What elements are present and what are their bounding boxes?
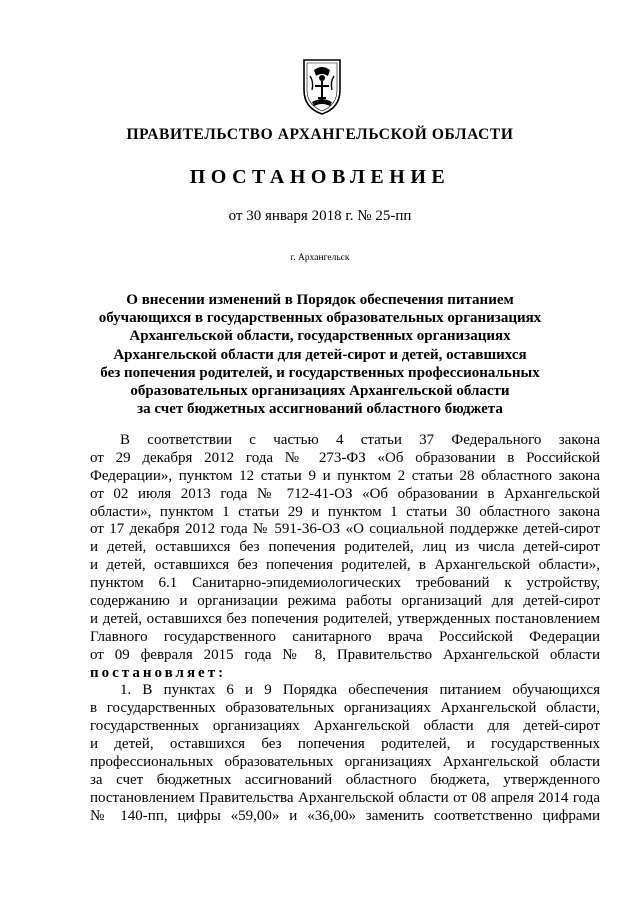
resolves-word: постановляет (90, 664, 219, 681)
preamble-line: области», пунктом 1 статьи 29 и пунктом 1 статьи 30 областного закона (90, 503, 600, 520)
preamble-line: содержанию и организации режима работы организаций для детей-сирот (90, 593, 600, 610)
resolves-colon: : (218, 664, 224, 681)
item-line: № 140-пп, цифры «59,00» и «36,00» заменить соответственно цифрами (90, 807, 600, 824)
preamble-line: пунктом 6.1 Санитарно-эпидемиологических требований к устройству, (90, 575, 600, 592)
document-date-number: от 30 января 2018 г. № 25-пп (228, 208, 412, 224)
title-line: обучающихся в государственных образовательных организациях (98, 310, 542, 327)
preamble-line: от 02 июля 2013 года № 712-41-ОЗ «Об образовании в Архангельской (90, 485, 600, 502)
preamble-line: и детей, оставшихся без попечения родителей, в Архангельской области», (90, 557, 600, 574)
title-line: Архангельской области, государственных организациях (129, 328, 511, 345)
item-line: и детей, оставшихся без попечения родителей, и государственных (90, 736, 600, 753)
document-city: г. Архангельск (290, 253, 350, 263)
title-line: Архангельской области для детей-сирот и детей, оставшихся (113, 346, 527, 363)
item-line: постановлением Правительства Архангельской области от 08 апреля 2014 года (90, 789, 600, 806)
resolves-line (90, 665, 600, 683)
coat-of-arms-icon (300, 56, 344, 116)
item-line: государственных организациях Архангельской области для детей-сирот (90, 718, 600, 735)
preamble-line: Главного государственного санитарного врача Российской Федерации (90, 628, 600, 645)
preamble-line: и детей, оставшихся без попечения родителей, утвержденных постановлением (90, 610, 600, 627)
preamble-line: Федерации», пунктом 12 статьи 9 и пунктом 2 статьи 28 областного закона (90, 467, 600, 484)
title-line: образовательных организациях Архангельской области (130, 383, 510, 400)
preamble-line: В соответствии с частью 4 статьи 37 Федерального закона (120, 432, 600, 448)
document-type: ПОСТАНОВЛЕНИЕ (189, 166, 451, 188)
preamble-line: и детей, оставшихся без попечения родителей, лиц из числа детей-сирот (90, 539, 600, 556)
preamble-line: от 29 декабря 2012 года № 273-ФЗ «Об образовании в Российской (90, 449, 600, 466)
preamble-line: от 09 февраля 2015 года № 8, Правительство Архангельской области (90, 646, 600, 663)
item-line: 1. В пунктах 6 и 9 Порядка обеспечения питанием обучающихся (120, 682, 600, 699)
document-title (90, 291, 550, 418)
title-line: за счет бюджетных ассигнований областного бюджета (137, 401, 503, 418)
document-body (90, 432, 600, 826)
item-line: профессиональных образовательных организациях Архангельской области (90, 754, 600, 771)
title-line: О внесении изменений в Порядок обеспечения питанием (126, 292, 514, 308)
item-line: за счет бюджетных ассигнований областного бюджета, утвержденного (90, 771, 600, 788)
preamble-line: от 17 декабря 2012 года № 591-36-ОЗ «О социальной поддержке детей-сирот (90, 521, 600, 538)
title-line: без попечения родителей, и государственных профессиональных (100, 364, 540, 381)
organization-name: ПРАВИТЕЛЬСТВО АРХАНГЕЛЬСКОЙ ОБЛАСТИ (126, 126, 514, 143)
item-line: в государственных образовательных организациях Архангельской области, (90, 700, 600, 717)
